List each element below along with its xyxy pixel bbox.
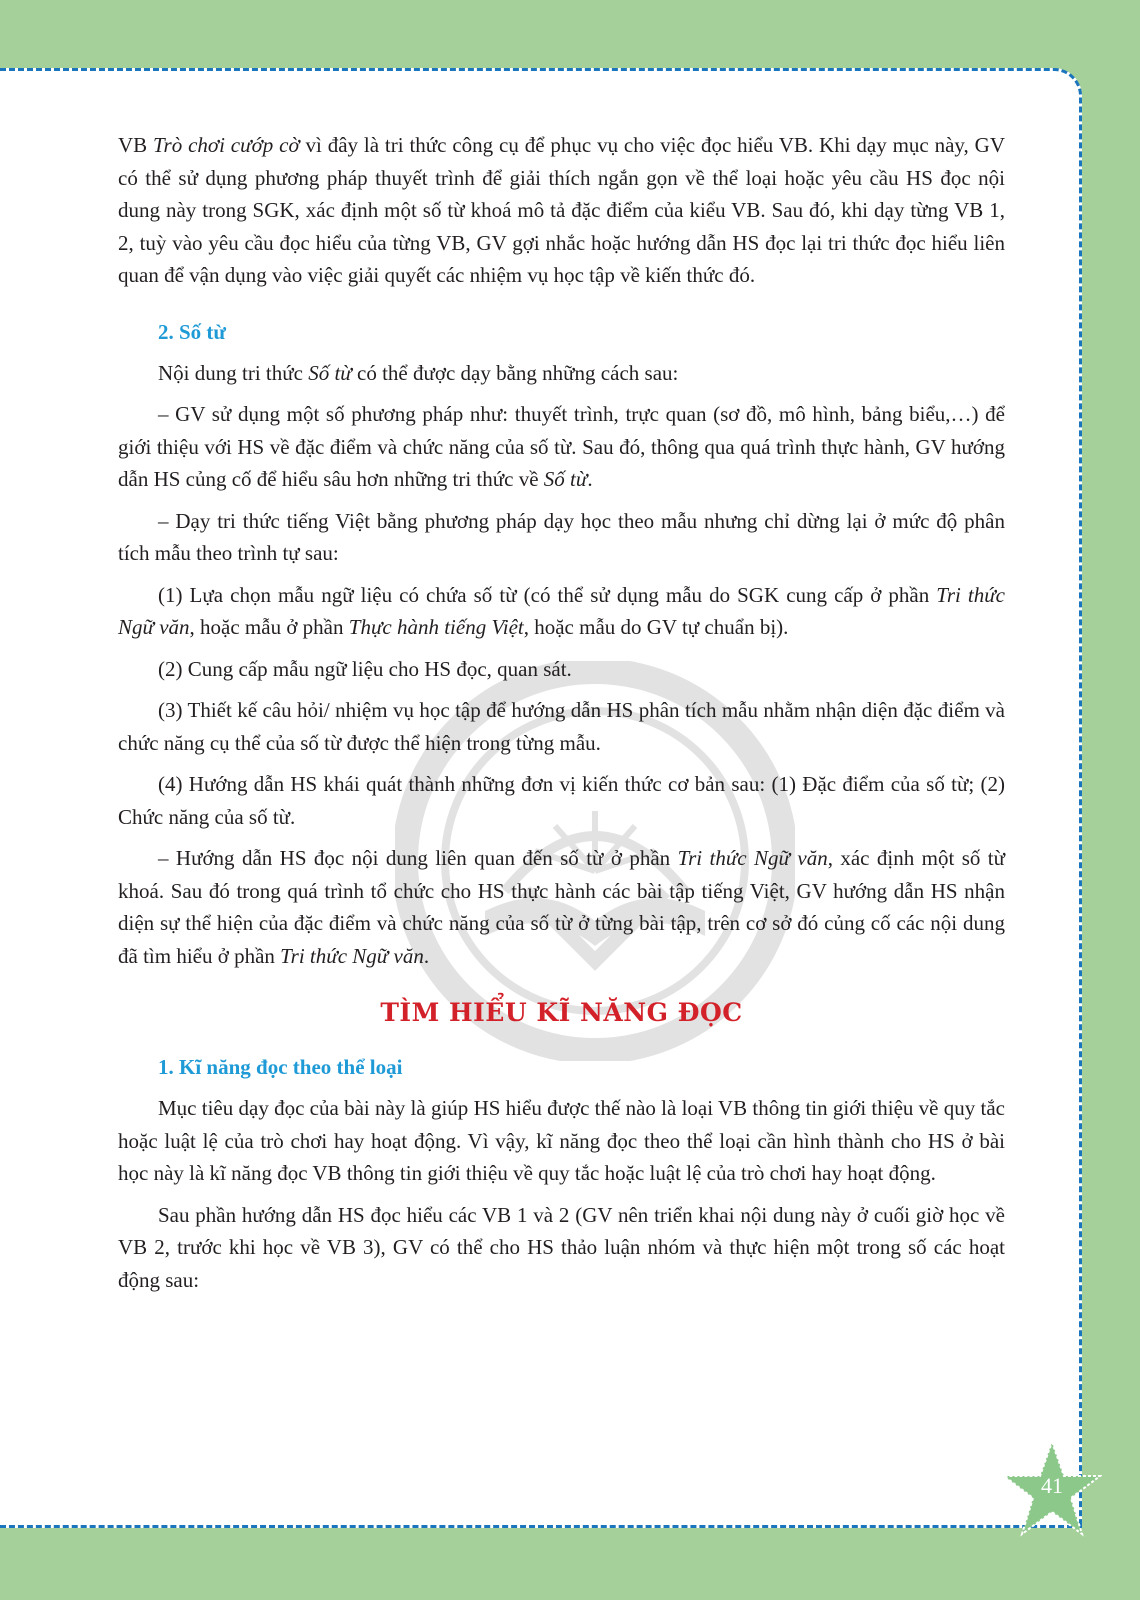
italic-text: Tri thức Ngữ văn [280, 943, 424, 968]
italic-text: Trò chơi cướp cờ [153, 133, 300, 157]
page-sheet [0, 68, 1082, 1528]
paragraph [118, 694, 1005, 759]
text-run: – Hướng dẫn HS đọc nội dung liên quan đến số từ ở phần [158, 846, 678, 870]
text-run: (4) Hướng dẫn HS khái quát thành những đơn vị kiến thức cơ bản sau: (1) Đặc điểm của số từ; (2) Chức năng của số từ. [118, 772, 1005, 829]
text-run: . [423, 943, 430, 968]
paragraph [118, 842, 1005, 972]
text-run: , hoặc mẫu do GV tự chuẩn bị). [523, 615, 789, 639]
paragraph [118, 398, 1005, 496]
section-heading-ki-nang-doc: TÌM HIỂU KĨ NĂNG ĐỌC [380, 998, 743, 1027]
text-run: – GV sử dụng một số phương pháp như: thuyết trình, trực quan (sơ đồ, mô hình, bảng biểu,…) để giới thiệu với HS về đặc điểm và chức năng của số từ. Sau đó, thông qua quá trình thực hành, GV hướng dẫn HS củng cố để hiểu sâu hơn những tri thức về [118, 402, 1005, 491]
subheading-so-tu: 2. Số từ [158, 319, 227, 344]
paragraph [118, 768, 1005, 833]
text-run: Sau phần hướng dẫn HS đọc hiểu các VB 1 và 2 (GV nên triển khai nội dung này ở cuối giờ học về VB 2, trước khi học về VB 3), GV có thể cho HS thảo luận nhóm và thực hiện một trong số các hoạt động sau: [118, 1202, 1005, 1292]
ki-nang-paragraphs [118, 1092, 1005, 1296]
text-run: có thể được dạy bằng những cách sau: [351, 360, 679, 385]
italic-text: Tri thức Ngữ văn [677, 846, 828, 870]
intro-paragraphs [118, 129, 1005, 292]
paragraph [118, 579, 1005, 644]
paragraph [118, 1199, 1005, 1297]
italic-text: Số từ [308, 360, 352, 385]
subheading-ki-nang-doc-the-loai: 1. Kĩ năng đọc theo thể loại [158, 1055, 403, 1079]
text-run: Nội dung tri thức [158, 360, 309, 385]
so-tu-paragraphs [118, 357, 1005, 973]
text-run: vì đây là tri thức công cụ để phục vụ cho việc đọc hiểu VB. Khi dạy mục này, GV có thể sử dụng phương pháp thuyết trình để giải thích ngắn gọn về thể loại hoặc yêu cầu HS đọc nội dung này trong SGK, xác định một số từ khoá mô tả đặc điểm của kiểu VB. Sau đó, khi dạy từng VB 1, 2, tuỳ vào yêu cầu đọc hiểu của từng VB, GV gợi nhắc hoặc hướng dẫn HS đọc lại tri thức đọc hiểu liên quan để vận dụng vào việc giải quyết các nhiệm vụ học tập về kiến thức đó. [118, 133, 1005, 287]
paragraph [118, 1092, 1005, 1190]
text-run: , hoặc mẫu ở phần [189, 615, 349, 639]
text-run: . [587, 467, 593, 491]
italic-text: Số từ [543, 467, 588, 491]
text-run: (2) Cung cấp mẫu ngữ liệu cho HS đọc, quan sát. [158, 656, 572, 681]
page-number: 41 [1041, 1473, 1063, 1498]
text-run: Mục tiêu dạy đọc của bài này là giúp HS hiểu được thế nào là loại VB thông tin giới thiệu về quy tắc hoặc luật lệ của trò chơi hay hoạt động. Vì vậy, kĩ năng đọc theo thể loại cần hình thành cho HS ở bài học này là kĩ năng đọc VB thông tin giới thiệu về quy tắc hoặc luật lệ của trò chơi hay hoạt động. [118, 1096, 1005, 1185]
text-run: – Dạy tri thức tiếng Việt bằng phương pháp dạy học theo mẫu nhưng chỉ dừng lại ở mức độ phân tích mẫu theo trình tự sau: [118, 508, 1005, 565]
paragraph [118, 129, 1005, 292]
text-run: (3) Thiết kế câu hỏi/ nhiệm vụ học tập để hướng dẫn HS phân tích mẫu nhằm nhận diện đặc điểm và chức năng cụ thể của số từ được thể hiện trong từng mẫu. [118, 698, 1005, 755]
text-run: (1) Lựa chọn mẫu ngữ liệu có chứa số từ (có thể sử dụng mẫu do SGK cung cấp ở phần [158, 582, 937, 607]
paragraph [118, 653, 1005, 686]
italic-text: Tri thức Ngữ văn [118, 582, 1005, 639]
italic-text: Thực hành tiếng Việt [348, 615, 524, 639]
text-run: , xác định một số từ khoá. Sau đó trong quá trình tổ chức cho HS thực hành các bài tập tiếng Việt, GV hướng dẫn HS nhận diện sự thể hiện của đặc điểm và chức năng của số từ ở từng bài tập, trên cơ sở đó củng cố các nội dung đã tìm hiểu ở phần [118, 846, 1006, 968]
text-content [118, 129, 1005, 1305]
text-run: VB [118, 133, 154, 157]
paragraph [118, 505, 1005, 570]
paragraph [118, 357, 1005, 390]
